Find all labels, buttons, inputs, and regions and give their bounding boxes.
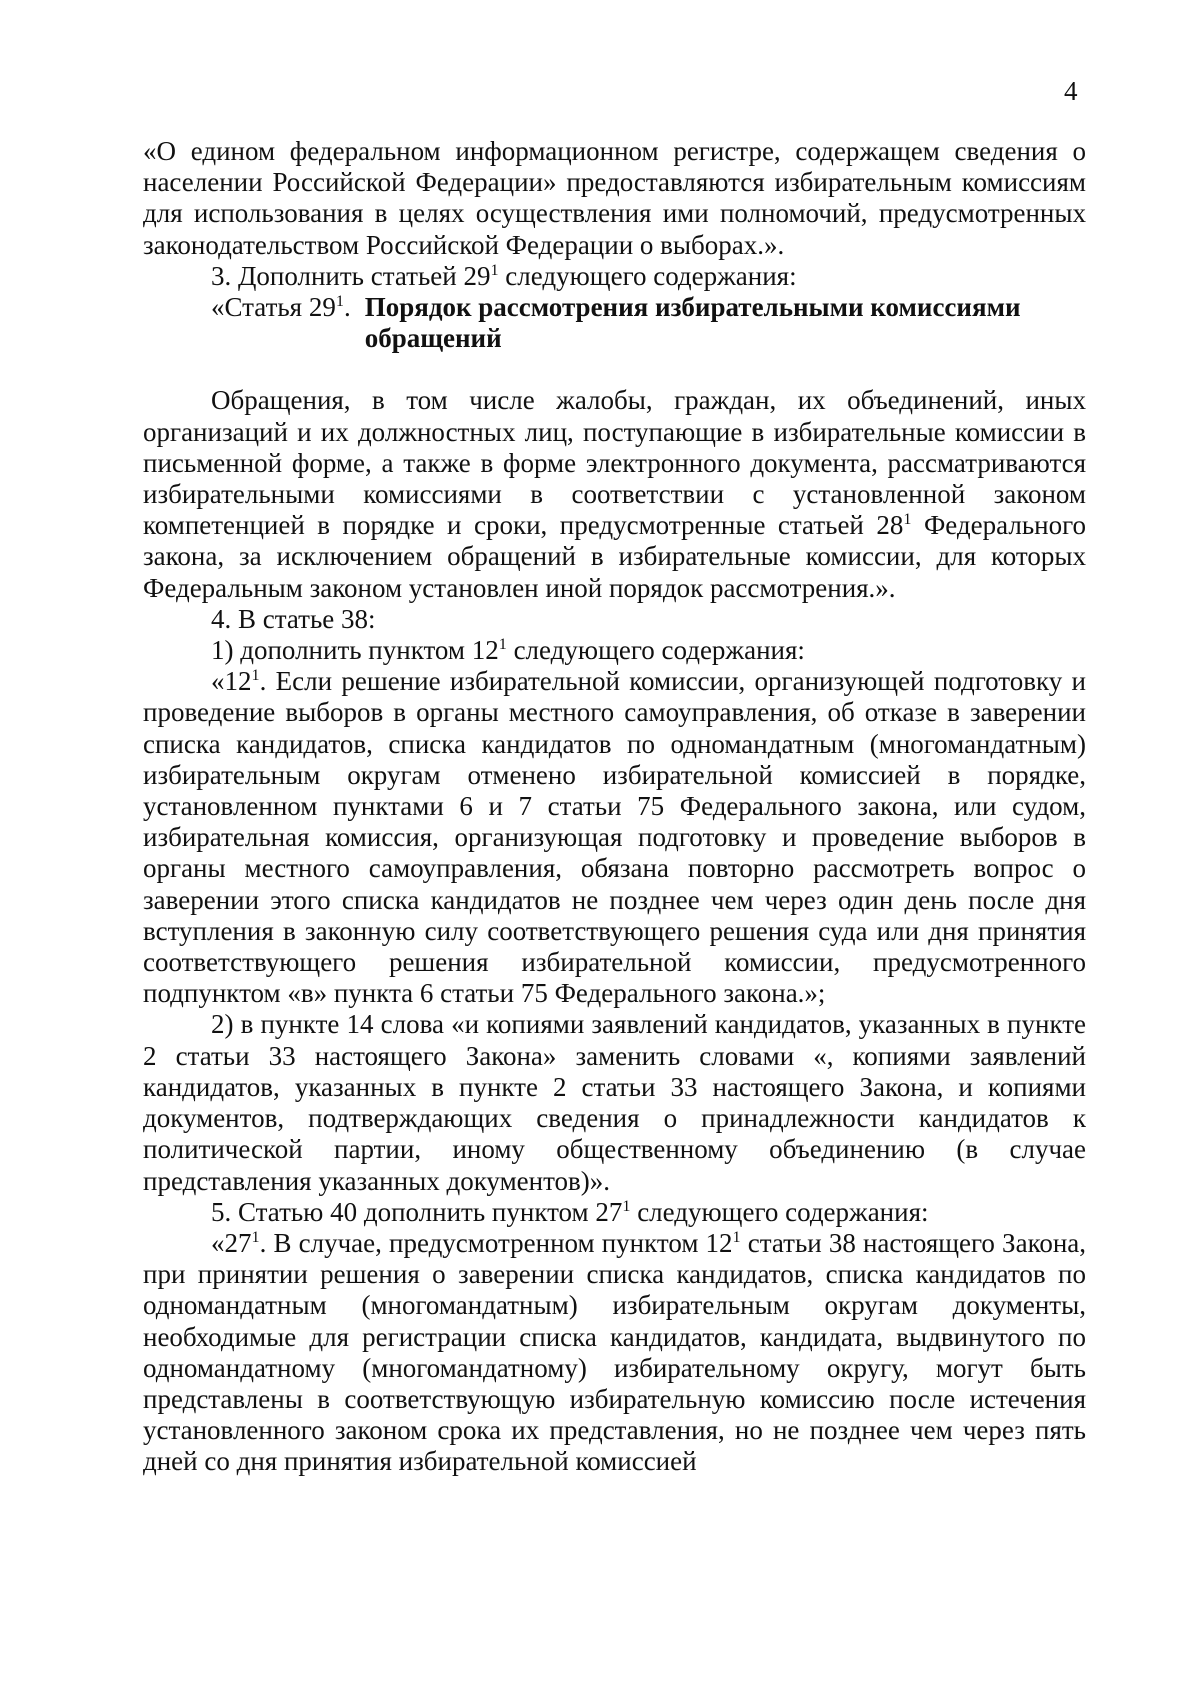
- text-run: «Статья 29: [211, 292, 336, 323]
- article-heading: [143, 292, 1086, 354]
- paragraph-item-4: 4. В статье 38:: [211, 603, 376, 634]
- text-run: . В случае, предусмотренном пунктом 12: [259, 1227, 733, 1258]
- text-run: .: [343, 292, 351, 323]
- text-run: «12: [211, 666, 252, 697]
- paragraph-article-body: [143, 385, 1086, 603]
- superscript: 1: [251, 666, 260, 685]
- text-run: следующего содержания:: [498, 260, 797, 291]
- article-label: [143, 292, 351, 354]
- superscript: 1: [732, 1227, 741, 1246]
- paragraph-item-5: [143, 1197, 1086, 1228]
- paragraph-continuation: «О едином федеральном информационном регистре, содержащем сведения о населении Российской Федерации» предоставляются избирательным комиссиям для использования в целях осуществления ими полномочий, предусмотренных законодательством Российской Федерации о выборах.».: [143, 136, 1086, 260]
- text-run: следующего содержания:: [630, 1196, 929, 1227]
- text-run: статьи 38 настоящего Закона, при принятии решения о заверении списка кандидатов, списка кандидатов по одномандатным (многомандатным) избирательным округам документы, необходимые для регистрации списка кандидатов, кандидата, выдвинутого по одномандатному (многомандатному) избирательному округу, могут быть представлены в соответствующую избирательную комиссию после истечения установленного законом срока их представления, но не позднее чем через пять дней со дня принятия избирательной комиссией: [143, 1227, 1086, 1477]
- article-title: Порядок рассмотрения избирательными комиссиями обращений: [364, 292, 1021, 354]
- paragraph-subitem-2: 2) в пункте 14 слова «и копиями заявлений кандидатов, указанных в пункте 2 статьи 33 настоящего Закона» заменить словами «, копиями заявлений кандидатов, указанных в пункте 2 статьи 33 настоящего Закона, и копиями документов, подтверждающих сведения о принадлежности кандидатов к политической партии, иному общественному объединению (в случае представления указанных документов)».: [143, 1009, 1086, 1196]
- superscript: 1: [903, 510, 912, 529]
- spacer: [143, 354, 1086, 385]
- document-body: [143, 136, 1086, 1478]
- paragraph-subitem-1: [143, 635, 1086, 666]
- paragraph-point-27-1: [143, 1228, 1086, 1478]
- paragraph-item-3: [143, 261, 1086, 292]
- superscript: 1: [335, 292, 344, 311]
- text-run: 1) дополнить пунктом 12: [211, 635, 499, 666]
- paragraph-point-12-1: [143, 666, 1086, 1009]
- superscript: 1: [498, 635, 507, 654]
- page-number: 4: [1064, 76, 1078, 106]
- text-run: «27: [211, 1227, 252, 1258]
- superscript: 1: [490, 260, 499, 279]
- text-run: 5. Статью 40 дополнить пунктом 27: [211, 1196, 623, 1227]
- text-run: Федерального закона, за исключением обращений в избирательные комиссии, для которых Федеральным законом установлен иной порядок рассмотрения.».: [143, 510, 1086, 603]
- text-run: 3. Дополнить статьей 29: [211, 260, 491, 291]
- text-run: следующего содержания:: [506, 635, 805, 666]
- superscript: 1: [251, 1227, 260, 1246]
- text-run: Обращения, в том числе жалобы, граждан, их объединений, иных организаций и их должностных лиц, поступающие в избирательные комиссии в письменной форме, а также в форме электронного документа, рассматриваются избирательными комиссиями в соответствии с установленной законом компетенцией в порядке и сроки, предусмотренные статьей 28: [143, 385, 1086, 541]
- superscript: 1: [622, 1196, 631, 1215]
- text-run: . Если решение избирательной комиссии, организующей подготовку и проведение выборов в органы местного самоуправления, об отказе в заверении списка кандидатов, списка кандидатов по одномандатным (многомандатным) избирательным округам отменено избирательной комиссией в порядке, установленном пунктами 6 и 7 статьи 75 Федерального закона, или судом, избирательная комиссия, организующая подготовку и проведение выборов в органы местного самоуправления, обязана повторно рассмотреть вопрос о заверении этого списка кандидатов не позднее чем через один день после дня вступления в законную силу соответствующего решения суда или дня принятия соответствующего решения избирательной комиссии, предусмотренного подпунктом «в» пункта 6 статьи 75 Федерального закона.»;: [143, 666, 1086, 1009]
